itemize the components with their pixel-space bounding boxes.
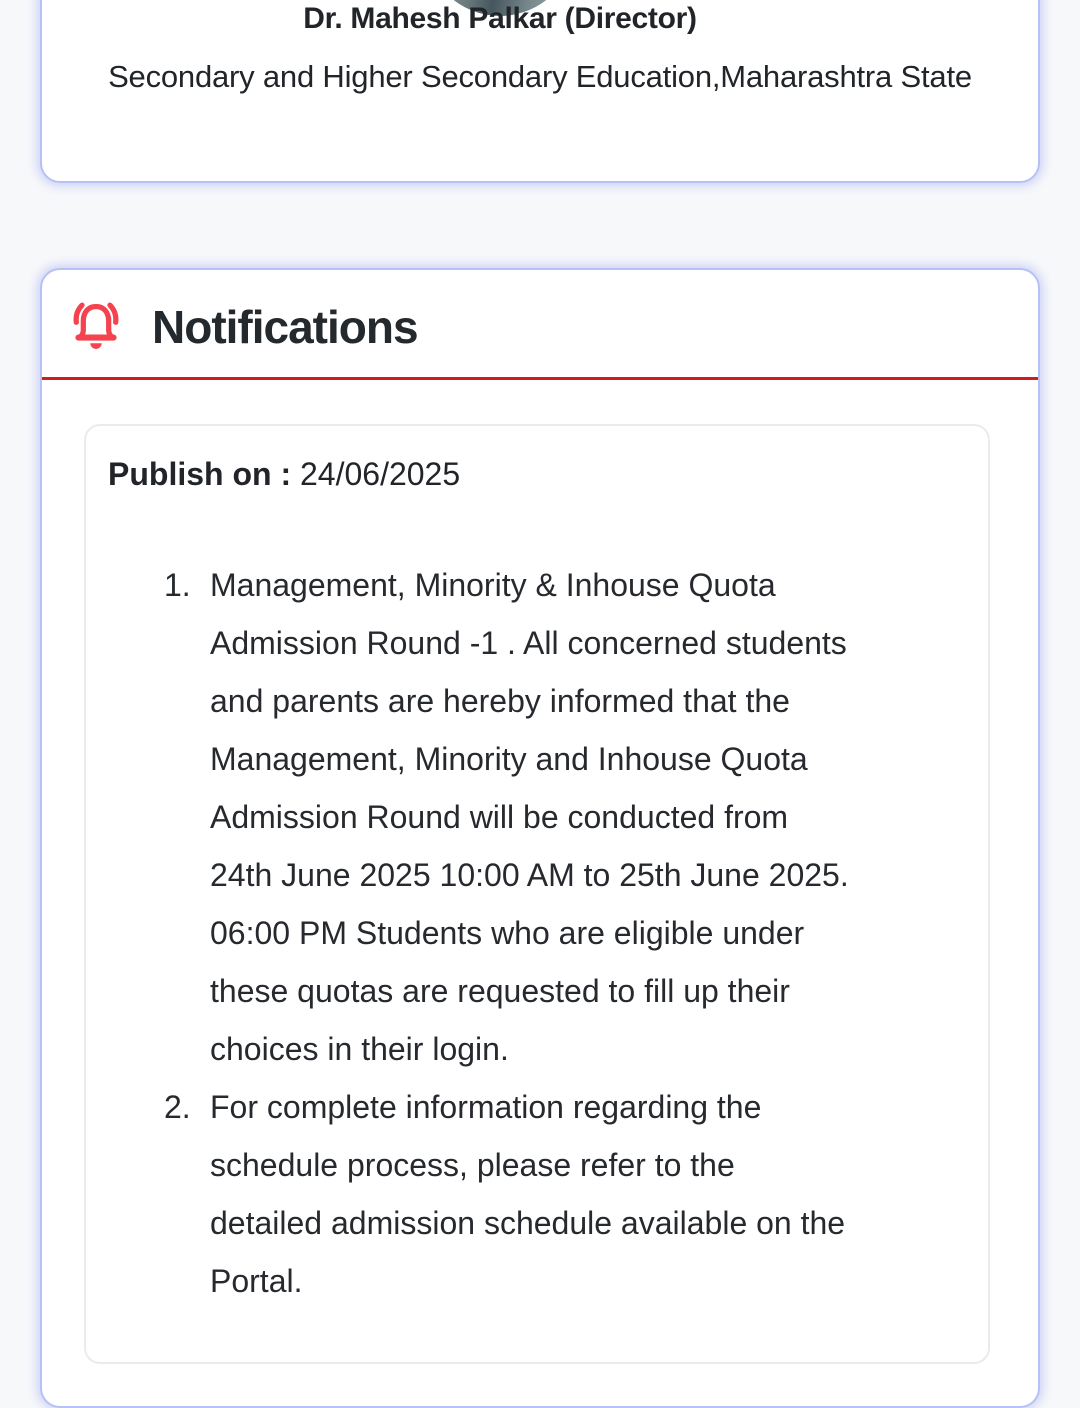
list-item — [164, 556, 978, 1078]
red-divider — [42, 377, 1038, 380]
publish-date: 24/06/2025 — [299, 456, 461, 492]
notification-list — [86, 556, 988, 1310]
director-profile-card — [40, 0, 1040, 183]
notifications-card — [40, 268, 1040, 1408]
director-name: Dr. Mahesh Palkar (Director) — [303, 2, 697, 35]
list-item-number: 1. — [164, 567, 191, 603]
director-subtitle: Secondary and Higher Secondary Education,Maharashtra State — [108, 59, 972, 94]
list-item-number: 2. — [164, 1089, 191, 1125]
publish-line — [86, 426, 988, 496]
publish-label: Publish on : — [108, 456, 292, 492]
notifications-header — [42, 270, 1038, 377]
list-item-text: Management, Minority & Inhouse Quota Admission Round -1 . All concerned students and parents are hereby informed that the Management, Minority and Inhouse Quota Admission Round will be conducted from 24th June 2025 10:00 AM to 25th June 2025. 06:00 PM Students who are eligible under these quotas are requested to fill up their choices in their login. — [210, 567, 849, 1067]
notifications-title: Notifications — [152, 300, 418, 353]
list-item-text: For complete information regarding the schedule process, please refer to the detailed admission schedule available on the Portal. — [210, 1089, 846, 1299]
list-item — [164, 1078, 978, 1310]
notice-card — [84, 424, 990, 1364]
bell-ringing-icon — [68, 298, 124, 355]
